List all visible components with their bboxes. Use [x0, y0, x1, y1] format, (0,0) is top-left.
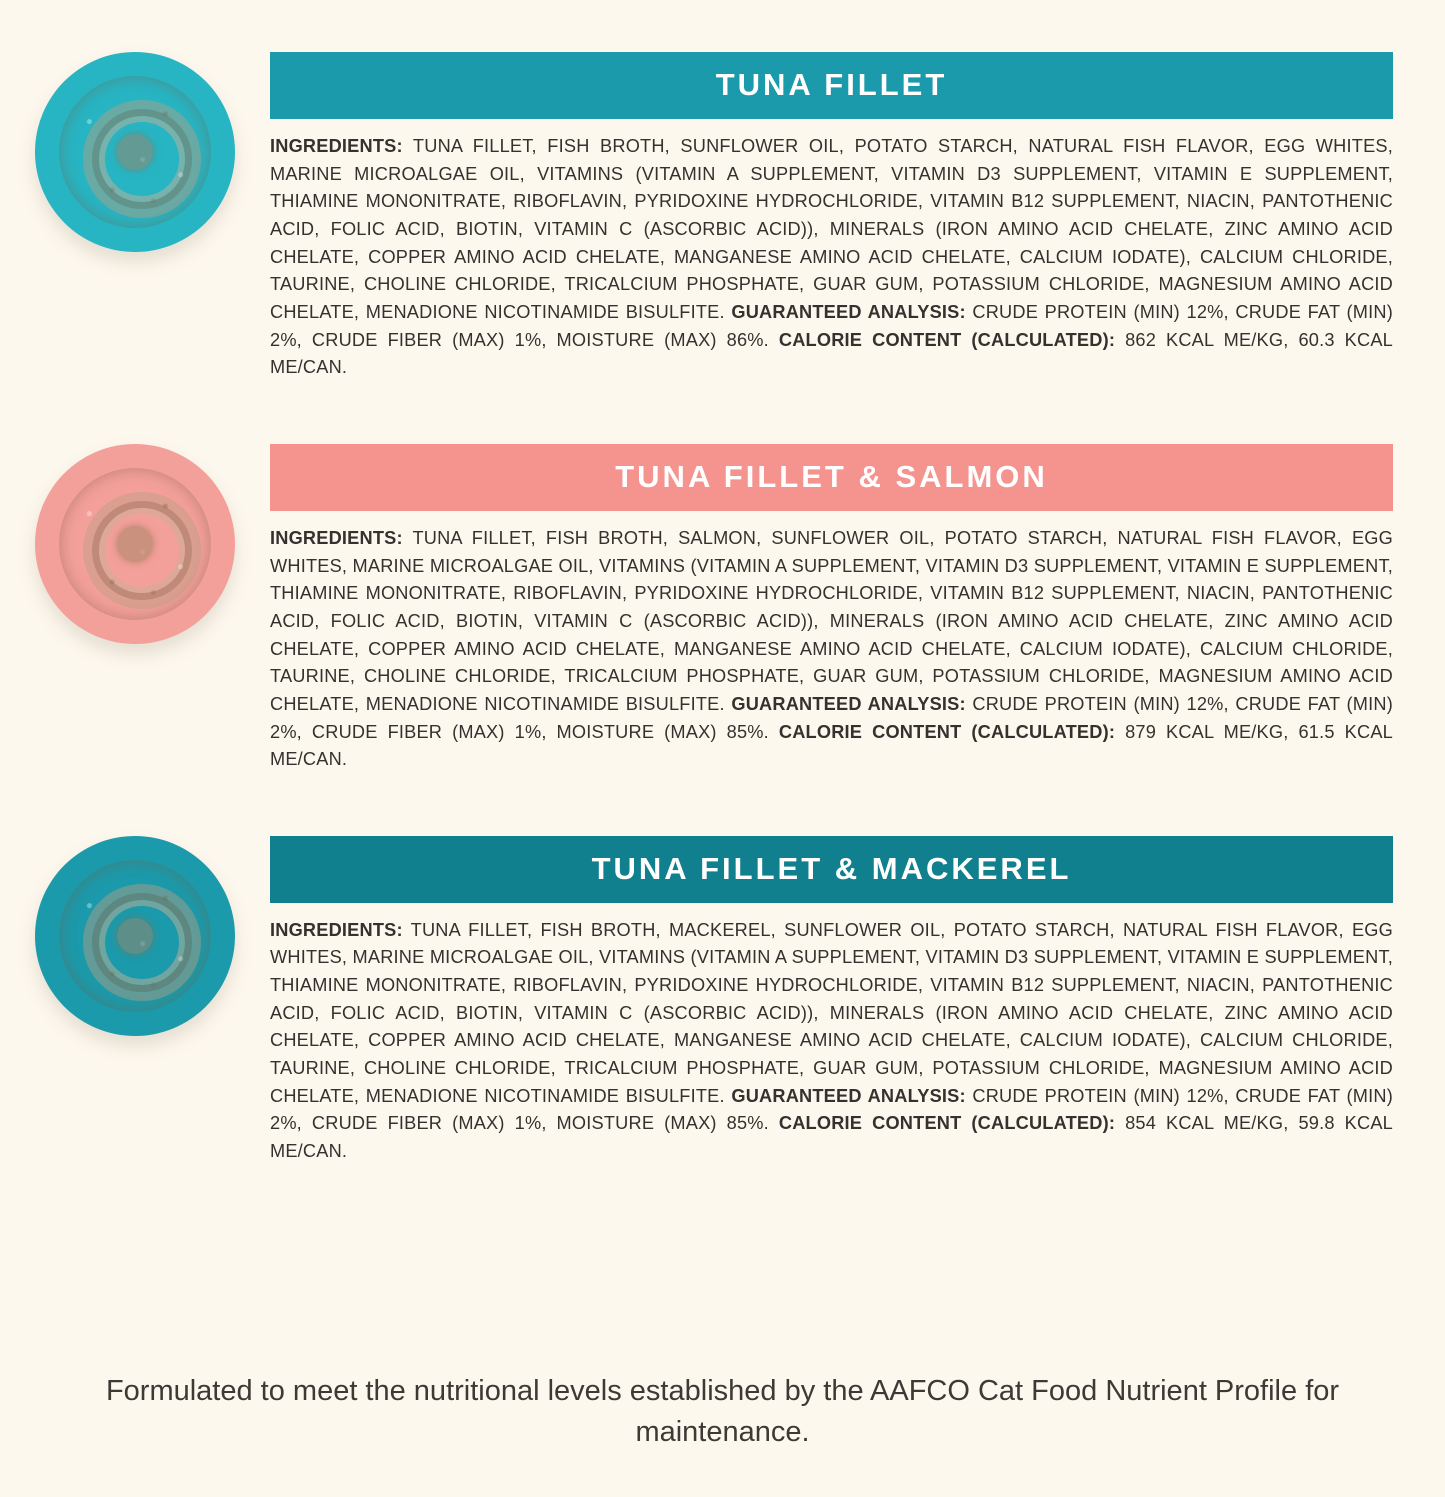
calorie-content-text: 854 KCAL ME/KG, 59.8 KCAL ME/CAN.: [270, 1113, 1393, 1162]
product-block-tuna-fillet-mackerel: [0, 836, 1445, 1166]
product-description: [270, 525, 1393, 774]
ingredients-text: TUNA FILLET, FISH BROTH, SALMON, SUNFLOWER OIL, POTATO STARCH, NATURAL FISH FLAVOR, EGG WHITES, MARINE MICROALGAE OIL, VITAMINS (VITAMIN A SUPPLEMENT, VITAMIN D3 SUPPLEMENT, VITAMIN E SUPPLEMENT, THIAMINE MONONITRATE, RIBOFLAVIN, PYRIDOXINE HYDROCHLORIDE, VITAMIN B12 SUPPLEMENT, NIACIN, PANTOTHENIC ACID, FOLIC ACID, BIOTIN, VITAMIN C (ASCORBIC ACID)), MINERALS (IRON AMINO ACID CHELATE, ZINC AMINO ACID CHELATE, COPPER AMINO ACID CHELATE, MANGANESE AMINO ACID CHELATE, CALCIUM IODATE), CALCIUM CHLORIDE, TAURINE, CHOLINE CHLORIDE, TRICALCIUM PHOSPHATE, GUAR GUM, POTASSIUM CHLORIDE, MAGNESIUM AMINO ACID CHELATE, MENADIONE NICOTINAMIDE BISULFITE.: [270, 527, 1393, 714]
product-description: [270, 917, 1393, 1166]
aafco-statement: Formulated to meet the nutritional levels established by the AAFCO Cat Food Nutrient Profile for maintenance.: [105, 1374, 1340, 1448]
product-title-banner: TUNA FILLET: [270, 52, 1393, 119]
ingredients-text: TUNA FILLET, FISH BROTH, SUNFLOWER OIL, POTATO STARCH, NATURAL FISH FLAVOR, EGG WHITES, MARINE MICROALGAE OIL, VITAMINS (VITAMIN A SUPPLEMENT, VITAMIN D3 SUPPLEMENT, VITAMIN E SUPPLEMENT, THIAMINE MONONITRATE, RIBOFLAVIN, PYRIDOXINE HYDROCHLORIDE, VITAMIN B12 SUPPLEMENT, NIACIN, PANTOTHENIC ACID, FOLIC ACID, BIOTIN, VITAMIN C (ASCORBIC ACID)), MINERALS (IRON AMINO ACID CHELATE, ZINC AMINO ACID CHELATE, COPPER AMINO ACID CHELATE, MANGANESE AMINO ACID CHELATE, CALCIUM IODATE), CALCIUM CHLORIDE, TAURINE, CHOLINE CHLORIDE, TRICALCIUM PHOSPHATE, GUAR GUM, POTASSIUM CHLORIDE, MAGNESIUM AMINO ACID CHELATE, MENADIONE NICOTINAMIDE BISULFITE.: [270, 136, 1393, 322]
pate-swirl: [59, 860, 211, 1012]
pate-swirl: [59, 468, 211, 620]
guaranteed-analysis-text: CRUDE PROTEIN (MIN) 12%, CRUDE FAT (MIN) 2%, CRUDE FIBER (MAX) 1%, MOISTURE (MAX) 85%.: [270, 1085, 1393, 1134]
bowl-illustration-wrapper: [0, 52, 270, 252]
guaranteed-analysis-text: CRUDE PROTEIN (MIN) 12%, CRUDE FAT (MIN) 2%, CRUDE FIBER (MAX) 1%, MOISTURE (MAX) 85%.: [270, 693, 1393, 742]
guaranteed-analysis-label: GUARANTEED ANALYSIS:: [731, 301, 966, 322]
food-bowl-icon: [35, 836, 235, 1036]
guaranteed-analysis-label: GUARANTEED ANALYSIS:: [731, 693, 966, 714]
ingredients-label: INGREDIENTS:: [270, 527, 403, 548]
calorie-content-text: 879 KCAL ME/KG, 61.5 KCAL ME/CAN.: [270, 721, 1393, 770]
pate-speckles: [59, 76, 211, 228]
product-title-banner: TUNA FILLET & SALMON: [270, 444, 1393, 511]
pate-speckles: [59, 468, 211, 620]
pate-speckles: [59, 860, 211, 1012]
product-info-page: [0, 52, 1445, 1497]
guaranteed-analysis-text: CRUDE PROTEIN (MIN) 12%, CRUDE FAT (MIN) 2%, CRUDE FIBER (MAX) 1%, MOISTURE (MAX) 86%.: [270, 301, 1393, 350]
calorie-content-label: CALORIE CONTENT (CALCULATED):: [778, 329, 1116, 350]
food-bowl-icon: [35, 52, 235, 252]
product-block-tuna-fillet-salmon: [0, 444, 1445, 774]
product-info: [270, 52, 1445, 382]
bowl-illustration-wrapper: [0, 444, 270, 644]
ingredients-text: TUNA FILLET, FISH BROTH, MACKEREL, SUNFLOWER OIL, POTATO STARCH, NATURAL FISH FLAVOR, EGG WHITES, MARINE MICROALGAE OIL, VITAMINS (VITAMIN A SUPPLEMENT, VITAMIN D3 SUPPLEMENT, VITAMIN E SUPPLEMENT, THIAMINE MONONITRATE, RIBOFLAVIN, PYRIDOXINE HYDROCHLORIDE, VITAMIN B12 SUPPLEMENT, NIACIN, PANTOTHENIC ACID, FOLIC ACID, BIOTIN, VITAMIN C (ASCORBIC ACID)), MINERALS (IRON AMINO ACID CHELATE, ZINC AMINO ACID CHELATE, COPPER AMINO ACID CHELATE, MANGANESE AMINO ACID CHELATE, CALCIUM IODATE), CALCIUM CHLORIDE, TAURINE, CHOLINE CHLORIDE, TRICALCIUM PHOSPHATE, GUAR GUM, POTASSIUM CHLORIDE, MAGNESIUM AMINO ACID CHELATE, MENADIONE NICOTINAMIDE BISULFITE.: [270, 919, 1393, 1106]
ingredients-label: INGREDIENTS:: [270, 919, 403, 940]
product-block-tuna-fillet: [0, 52, 1445, 382]
pate-swirl: [59, 76, 211, 228]
product-title-banner: TUNA FILLET & MACKEREL: [270, 836, 1393, 903]
bowl-illustration-wrapper: [0, 836, 270, 1036]
calorie-content-text: 862 KCAL ME/KG, 60.3 KCAL ME/CAN.: [270, 329, 1393, 378]
food-bowl-icon: [35, 444, 235, 644]
ingredients-label: INGREDIENTS:: [270, 136, 403, 156]
product-info: [270, 836, 1445, 1166]
calorie-content-label: CALORIE CONTENT (CALCULATED):: [778, 1113, 1116, 1134]
guaranteed-analysis-label: GUARANTEED ANALYSIS:: [731, 1085, 966, 1106]
product-description: [270, 133, 1393, 382]
calorie-content-label: CALORIE CONTENT (CALCULATED):: [778, 721, 1116, 742]
product-info: [270, 444, 1445, 774]
